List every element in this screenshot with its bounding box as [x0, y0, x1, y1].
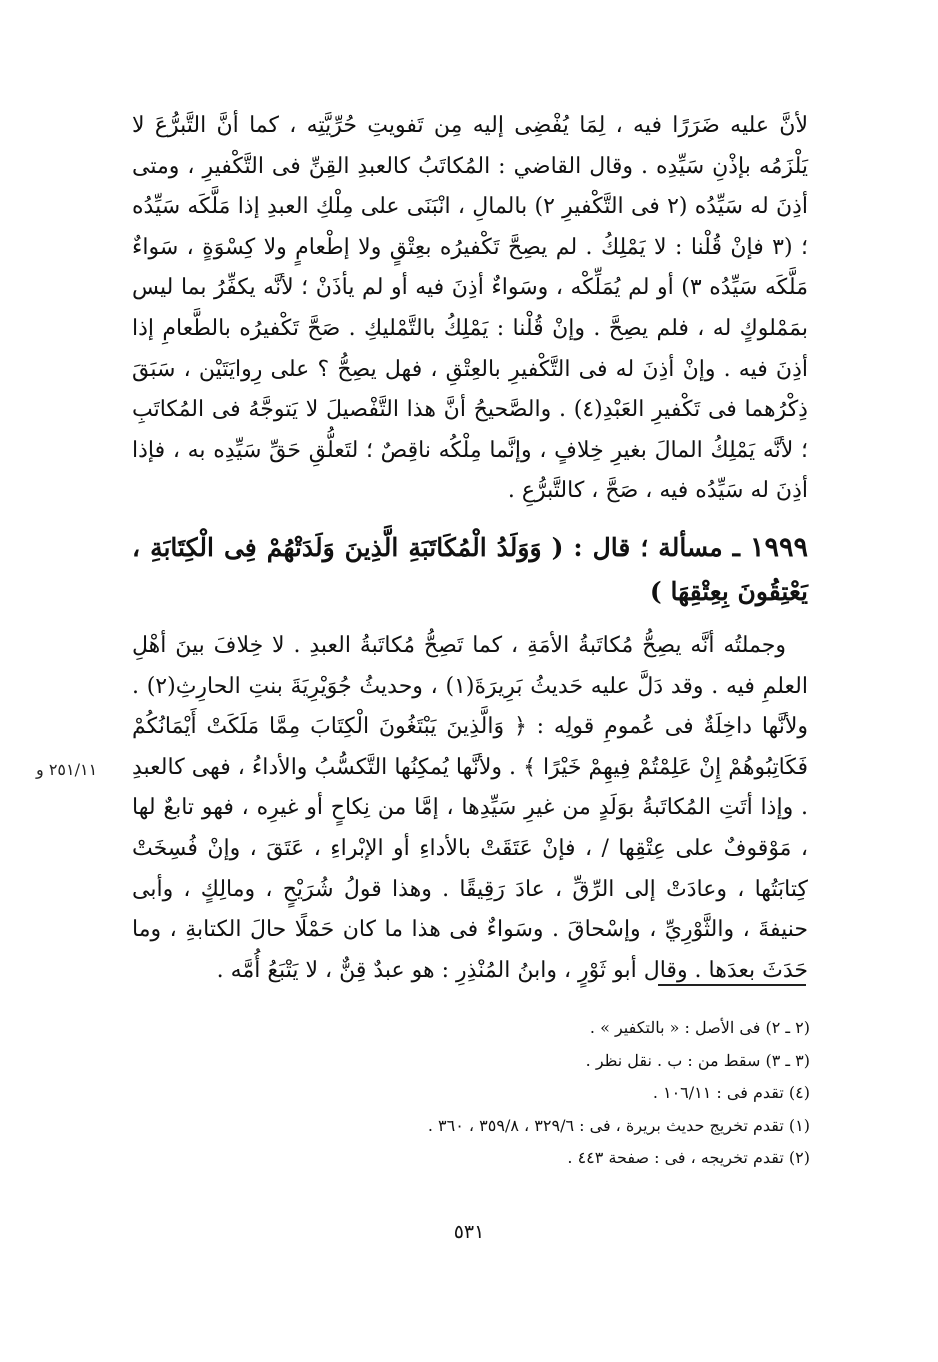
footnotes	[300, 1012, 810, 1175]
paragraph-commentary: لأنَّ عليه ضَرَرًا فيه ، لِمَا يُفْضِى إليه مِن تَفويتِ حُرِّيَّتِه ، كما أنَّ التَّبرُّعَ لا يَلْزَمُه بإذْنِ سَيِّدِه . وقال القاضي : المُكاتَبُ كالعبدِ القِنِّ فى التَّكْفيرِ ، ومتى أذِنَ له سَيِّدُه (٢ فى التَّكْفيرِ ٢) بالمالِ ، انْبَنَى على مِلْكِ العبدِ إذا مَلَّكَه سَيِّدُه ؛ (٣ فإنْ قُلْنا : لا يَمْلِكُ . لم يصِحَّ تَكْفيرُه بعِتْقٍ ولا إطْعامٍ ولا كِسْوَةٍ ، سَواءٌ مَلَّكَه سَيِّدُه ٣) أو لم يُمَلِّكْه ، وسَواءٌ أذِنَ فيه أو لم يأذَنْ ؛ لأنَّه يكفِّرُ بما ليس بمَمْلوكٍ له ، فلم يصِحَّ . وإنْ قُلْنا : يَمْلِكُ بالتَّمْليكِ . صَحَّ تَكْفيرُه بالطَّعامِ إذا أذِنَ فيه . وإنْ أذِنَ له فى التَّكْفيرِ بالعِتْقِ ، فهل يصِحُّ ؟ على رِوايَتَيْن ، سَبَقَ ذِكْرُهما فى تَكْفيرِ العَبْدِ(٤) . والصَّحيحُ أنَّ هذا التَّفْصيلَ لا يَتوجَّهُ فى المُكاتَبِ ؛ لأنَّه يَمْلِكُ المالَ بغيرِ خِلافٍ ، وإنَّما مِلْكُه ناقِصٌ ؛ لتَعلُّقِ حَقِّ سَيِّدِه به ، فإذا أذِنَ له سَيِّدُه فيه ، صَحَّ ، كالتَّبرُّعِ .	[132, 113, 809, 504]
footnote: (٤) تقدم فى : ١٠٦/١١ .	[652, 1083, 810, 1103]
issue-heading	[132, 526, 808, 614]
manuscript-folio-note: ٢٥١/١١ و	[36, 760, 98, 779]
paragraph-explanation	[132, 626, 808, 991]
issue-quote: ( وَوَلَدُ الْمُكَاتَبَةِ الَّذِينَ وَلَدَتْهُمْ فِى الْكِتَابَةِ ، يَعْتِقُونَ بِعِتْقِهَا )	[132, 532, 808, 606]
footnote-divider	[658, 984, 806, 986]
page-number: ٥٣١	[453, 1221, 485, 1243]
footnote: (٢ ـ ٢) فى الأصل : « بالتكفير » .	[589, 1018, 810, 1037]
footnote: (٣ ـ ٣) سقط من : ب . نقل نظر .	[585, 1050, 810, 1070]
paragraph-explanation-start: وجملتُه أنَّه يصِحُّ مُكاتَبةُ الأمَةِ ، كما تَصِحُّ مُكاتَبةُ العبدِ . لا خِلافَ بينَ أهْلِ العلمِ فيه . وقد دَلَّ عليه حَديثُ بَرِيرَةَ(١) ، وحديثُ جُوَيْرِيَةَ بنتِ الحارِثِ(٢) . ولأنَّها داخِلَةٌ فى عُمومِ قولِه :	[132, 632, 808, 740]
main-text	[132, 106, 808, 991]
issue-label: ـ مسألة ؛ قال :	[573, 532, 740, 562]
footnote: (١) تقدم تخريج حديث بريرة ، فى : ٣٢٩/٦ ، ٣٥٩/٨ ، ٣٦٠ .	[427, 1115, 810, 1135]
quran-verse: ﴿ وَالَّذِينَ يَبْتَغُونَ الْكِتَابَ مِمَّا مَلَكَتْ أَيْمَانُكُمْ فَكَاتِبُوهُمْ إِنْ عَلِمْتُمْ فِيهِمْ خَيْرًا ﴾	[132, 714, 809, 780]
paragraph-explanation-rest: . ولأنَّها يُمكِنُها التَّكسُّبُ والأداءُ ، فهى كالعبدِ . وإذا أتَتِ المُكاتَبةُ بوَلَدٍ من غيرِ سَيِّدِها ، إمَّا من نِكاحٍ أو غيرِه ، فهو تابعٌ لها ، مَوْقوفٌ على عِتْقِها / ، فإنْ عَتَقَتْ بالأداءِ أو الإبْراءِ ، عَتَقَ ، وإنْ فُسِخَتْ كِتابَتُها ، وعادَتْ إلى الرِّقِّ ، عادَ رَقِيقًا . وهذا قولُ شُرَيْحٍ ، ومالِكٍ ، وأبى حنيفةَ ، والثَّوْرِيِّ ، وإسْحاقَ . وسَواءٌ فى هذا ما كان حَمْلًا حالَ الكتابةِ ، وما حَدَثَ بعدَها . وقال أبو ثَوْرٍ ، وابنُ المُنْذِرِ : هو عبدٌ قِنٌّ ، لا يَتْبَعُ أُمَّه .	[132, 754, 808, 983]
footnote: (٢) تقدم تخريجه ، فى : صفحة ٤٤٣ .	[567, 1148, 810, 1168]
issue-number: ١٩٩٩	[749, 531, 808, 563]
